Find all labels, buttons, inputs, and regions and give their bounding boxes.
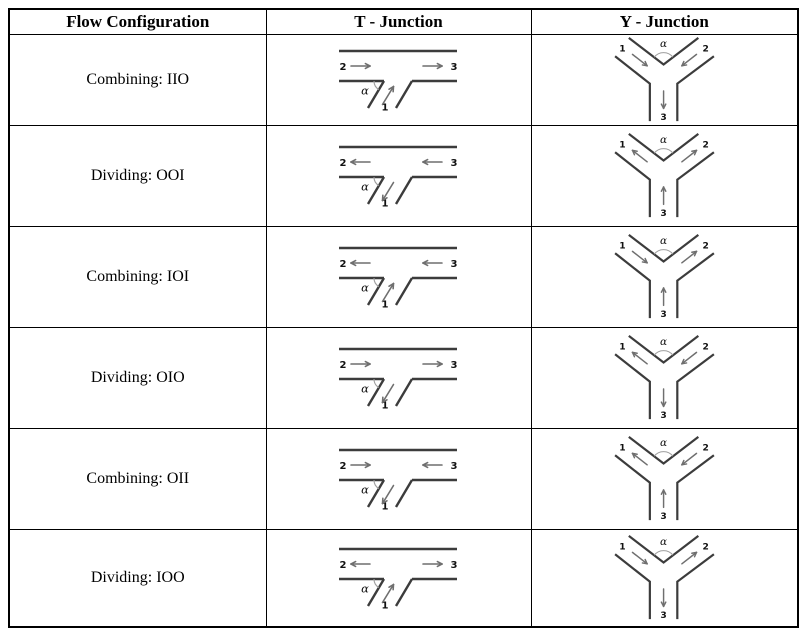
port-2-arrow	[351, 63, 370, 68]
channel-walls	[615, 536, 714, 619]
flow-config-label: Dividing: OOI	[9, 125, 266, 226]
port-3-arrow	[661, 489, 665, 506]
port-2-arrow	[682, 552, 697, 563]
table-row	[9, 428, 798, 529]
table-row	[9, 327, 798, 428]
port-2-label: 2	[702, 342, 709, 353]
channel-walls	[339, 450, 457, 507]
port-1-label: 1	[618, 241, 626, 252]
y-junction-diagram	[532, 436, 798, 522]
angle-arc	[654, 550, 673, 555]
angle-label: α	[659, 133, 667, 146]
port-1-label: 1	[381, 299, 388, 309]
angle-label: α	[360, 381, 369, 395]
angle-arc	[654, 148, 673, 153]
port-3-arrow	[661, 186, 665, 203]
flow-config-label: Dividing: OIO	[9, 327, 266, 428]
y-junction-diagram	[532, 335, 798, 421]
t-junction-diagram	[267, 447, 531, 511]
angle-label: α	[360, 482, 369, 496]
port-2-label: 2	[702, 542, 709, 553]
flow-configuration-table	[8, 8, 799, 628]
port-3-label: 3	[660, 309, 667, 320]
port-3-label: 3	[450, 460, 457, 472]
port-2-arrow	[351, 361, 370, 366]
port-3-label: 3	[450, 359, 457, 371]
angle-label: α	[360, 179, 369, 193]
angle-arc	[374, 278, 379, 287]
angle-label: α	[659, 37, 667, 50]
port-1-label: 1	[618, 140, 626, 151]
port-2-label: 2	[339, 61, 346, 73]
t-junction-diagram	[267, 346, 531, 410]
port-3-arrow	[423, 561, 442, 566]
port-1-arrow	[632, 453, 647, 464]
port-2-label: 2	[339, 359, 346, 371]
channel-walls	[615, 234, 714, 320]
port-1-arrow	[632, 352, 647, 363]
port-1-label: 1	[381, 501, 388, 511]
port-2-arrow	[351, 260, 370, 265]
port-2-label: 2	[339, 559, 346, 571]
port-3-label: 3	[660, 511, 667, 522]
port-3-arrow	[423, 361, 442, 366]
angle-label: α	[360, 581, 369, 596]
port-3-label: 3	[450, 157, 457, 169]
angle-label: α	[659, 535, 667, 548]
y-junction-svg	[613, 335, 716, 421]
port-1-label: 1	[618, 44, 626, 55]
t-junction-svg	[337, 447, 461, 511]
port-3-arrow	[661, 589, 665, 606]
header-t-junction: T - Junction	[266, 9, 531, 34]
flow-config-label: Dividing: IOO	[9, 529, 266, 627]
port-1-arrow	[632, 54, 647, 65]
port-2-label: 2	[339, 460, 346, 472]
port-1-label: 1	[381, 102, 388, 112]
y-junction-svg	[613, 37, 716, 123]
channel-walls	[339, 349, 457, 406]
port-2-arrow	[682, 453, 697, 464]
table-row	[9, 226, 798, 327]
t-junction-svg	[337, 245, 461, 309]
channel-walls	[615, 133, 714, 219]
t-junction-diagram	[267, 48, 531, 112]
y-junction-diagram	[532, 234, 798, 320]
angle-label: α	[659, 234, 667, 247]
port-1-arrow	[632, 251, 647, 262]
port-3-arrow	[423, 159, 442, 164]
flow-config-label: Combining: OII	[9, 428, 266, 529]
angle-label: α	[360, 280, 369, 294]
angle-arc	[374, 480, 379, 489]
angle-arc	[374, 81, 379, 90]
port-1-arrow	[632, 150, 647, 161]
port-3-label: 3	[450, 61, 457, 73]
port-3-arrow	[423, 260, 442, 265]
channel-walls	[615, 335, 714, 421]
port-2-label: 2	[339, 258, 346, 270]
y-junction-svg	[613, 234, 716, 320]
angle-arc	[654, 350, 673, 355]
header-row	[9, 9, 798, 34]
channel-walls	[339, 51, 457, 108]
t-junction-svg	[337, 144, 461, 208]
port-3-arrow	[423, 63, 442, 68]
port-2-label: 2	[702, 443, 709, 454]
port-2-label: 2	[702, 241, 709, 252]
port-1-label: 1	[381, 600, 388, 610]
port-2-label: 2	[702, 44, 709, 55]
angle-arc	[654, 249, 673, 254]
port-1-label: 1	[618, 542, 626, 553]
port-2-arrow	[682, 150, 697, 161]
port-2-arrow	[682, 54, 697, 65]
y-junction-diagram	[532, 535, 798, 621]
port-2-arrow	[682, 251, 697, 262]
port-3-arrow	[423, 462, 442, 467]
port-1-label: 1	[381, 400, 388, 410]
angle-label: α	[659, 335, 667, 348]
angle-label: α	[360, 83, 369, 97]
angle-arc	[654, 451, 673, 456]
port-3-label: 3	[660, 610, 667, 621]
flow-config-label: Combining: IOI	[9, 226, 266, 327]
t-junction-svg	[337, 48, 461, 112]
angle-arc	[654, 52, 673, 57]
port-2-label: 2	[702, 140, 709, 151]
angle-arc	[374, 177, 379, 186]
port-2-arrow	[351, 462, 370, 467]
flow-config-label: Combining: IIO	[9, 34, 266, 125]
port-3-arrow	[661, 90, 665, 107]
header-flow-configuration: Flow Configuration	[9, 9, 266, 34]
channel-walls	[339, 248, 457, 305]
port-3-arrow	[661, 388, 665, 405]
port-1-arrow	[632, 552, 647, 563]
angle-arc	[374, 379, 379, 388]
port-3-label: 3	[660, 208, 667, 219]
y-junction-diagram	[532, 37, 798, 123]
port-3-arrow	[661, 287, 665, 304]
y-junction-svg	[613, 133, 716, 219]
port-1-label: 1	[618, 342, 626, 353]
channel-walls	[615, 436, 714, 522]
y-junction-svg	[613, 436, 716, 522]
angle-arc	[374, 579, 379, 588]
t-junction-diagram	[267, 245, 531, 309]
angle-label: α	[659, 436, 667, 449]
table-row	[9, 34, 798, 125]
port-2-arrow	[351, 561, 370, 566]
table-row	[9, 529, 798, 627]
port-2-label: 2	[339, 157, 346, 169]
y-junction-diagram	[532, 133, 798, 219]
port-3-label: 3	[660, 112, 667, 123]
t-junction-diagram	[267, 546, 531, 610]
port-1-label: 1	[618, 443, 626, 454]
port-2-arrow	[682, 352, 697, 363]
y-junction-svg	[613, 535, 716, 621]
port-3-label: 3	[660, 410, 667, 421]
t-junction-diagram	[267, 144, 531, 208]
channel-walls	[339, 549, 457, 606]
channel-walls	[339, 147, 457, 204]
port-1-label: 1	[381, 198, 388, 208]
header-y-junction: Y - Junction	[531, 9, 798, 34]
t-junction-svg	[337, 546, 461, 610]
port-3-label: 3	[450, 258, 457, 270]
port-3-label: 3	[450, 559, 457, 571]
port-2-arrow	[351, 159, 370, 164]
table-row	[9, 125, 798, 226]
t-junction-svg	[337, 346, 461, 410]
channel-walls	[615, 37, 714, 123]
